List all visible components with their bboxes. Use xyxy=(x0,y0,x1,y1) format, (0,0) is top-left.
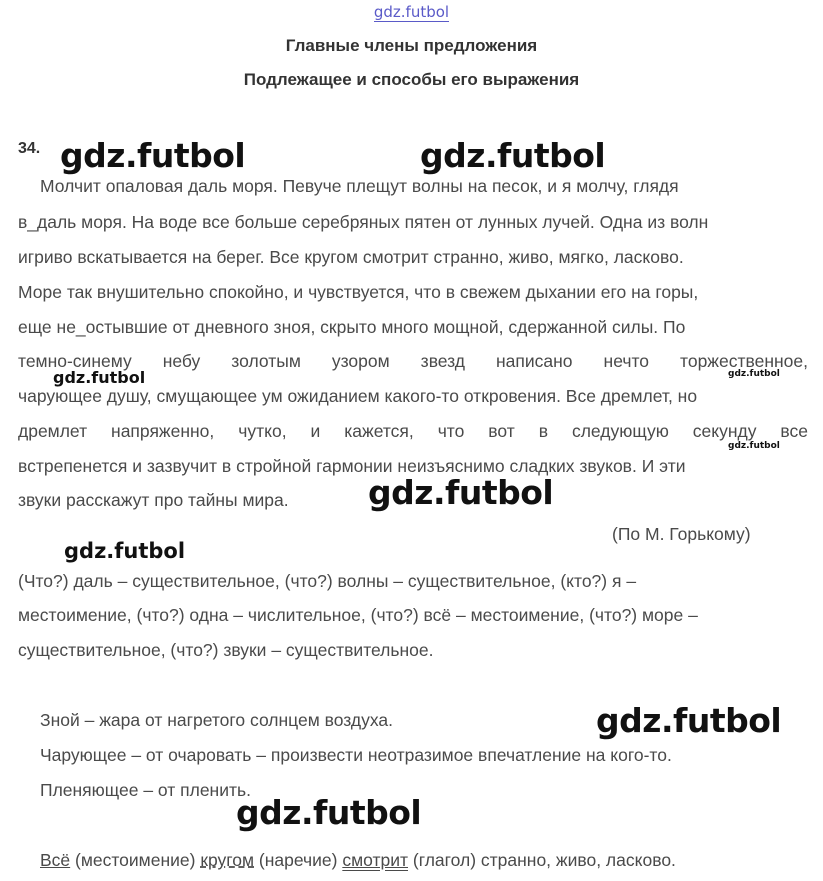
watermark: gdz.futbol xyxy=(728,369,780,379)
parse-text: (местоимение) xyxy=(70,850,201,870)
adverb-word: кругом xyxy=(200,850,255,870)
subject-word: Всё xyxy=(40,850,71,870)
analysis-line: (Что?) даль – существительное, (что?) волны – существительное, (кто?) я – xyxy=(18,571,637,591)
parse-text: (наречие) xyxy=(254,850,343,870)
parse-line xyxy=(40,850,676,871)
watermark: gdz.futbol xyxy=(420,136,606,175)
chapter-heading: Главные члены предложения xyxy=(285,36,538,55)
text-line: дремлет напряженно, чутко, и кажется, что вот в следующую секунду все xyxy=(18,421,808,441)
predicate-word: смотрит xyxy=(342,850,408,870)
text-line: встрепенется и зазвучит в стройной гармонии неизъяснимо сладких звуков. И эти xyxy=(18,456,686,476)
text-line: еще не_остывшие от дневного зноя, скрыто много мощной, сдержанной силы. По xyxy=(18,317,686,337)
text-line: чарующее душу, смущающее ум ожиданием какого-то откровения. Все дремлет, но xyxy=(18,386,698,406)
definition-line: Пленяющее – от пленить. xyxy=(40,780,251,800)
watermark: gdz.futbol xyxy=(53,368,146,387)
parse-text: (глагол) странно, живо, ласково. xyxy=(408,850,676,870)
watermark: gdz.futbol xyxy=(60,136,246,175)
text-line: Молчит опаловая даль моря. Певуче плещут волны на песок, и я молчу, глядя xyxy=(40,176,679,196)
exercise-number: 34. xyxy=(18,140,41,157)
section-heading: Подлежащее и способы его выражения xyxy=(243,70,580,89)
text-line: звуки расскажут про тайны мира. xyxy=(18,490,289,510)
text-line: темно-синему небу золотым узором звезд написано нечто торжественное, xyxy=(18,351,808,371)
watermark: gdz.futbol xyxy=(64,539,186,563)
text-line: в_даль моря. На воде все больше серебряных пятен от лунных лучей. Одна из волн xyxy=(18,212,709,232)
site-mark[interactable]: gdz.futbol xyxy=(373,3,450,21)
text-line: Море так внушительно спокойно, и чувствуется, что в свежем дыхании его на горы, xyxy=(18,282,699,302)
text-line: игриво вскатывается на берег. Все кругом смотрит странно, живо, мягко, ласково. xyxy=(18,247,684,267)
watermark: gdz.futbol xyxy=(236,793,422,832)
analysis-line: местоимение, (что?) одна – числительное, (что?) всё – местоимение, (что?) море – xyxy=(18,605,698,625)
watermark: gdz.futbol xyxy=(728,441,780,451)
watermark: gdz.futbol xyxy=(368,473,554,512)
watermark: gdz.futbol xyxy=(596,701,782,740)
source-attribution: (По М. Горькому) xyxy=(612,524,751,544)
analysis-line: существительное, (что?) звуки – существительное. xyxy=(18,640,434,660)
definition-line: Зной – жара от нагретого солнцем воздуха. xyxy=(40,710,394,730)
definition-line: Чарующее – от очаровать – произвести неотразимое впечатление на кого-то. xyxy=(40,745,672,765)
